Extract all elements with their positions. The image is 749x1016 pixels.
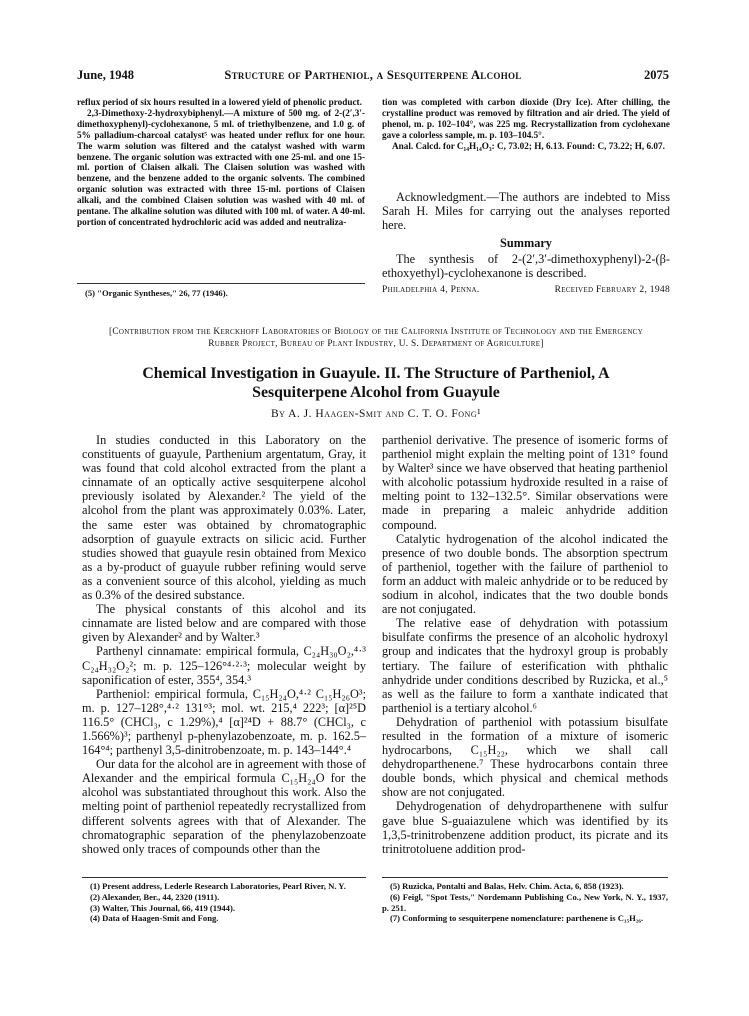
received-date: Received February 2, 1948	[554, 284, 670, 295]
article-title: Chemical Investigation in Guayule. II. The Structure of Partheniol, A Sesquiterpene Alcohol from Guayule	[142, 365, 610, 401]
page-number: 2075	[644, 68, 669, 82]
footnote: (4) Data of Haagen-Smit and Fong.	[90, 913, 219, 924]
paragraph: reflux period of six hours resulted in a lowered yield of phenolic product.	[77, 97, 362, 107]
paragraph: 2,3-Dimethoxy-2-hydroxybiphenyl.—A mixture of 500 mg. of 2-(2′,3′-dimethoxyphenyl)-cyclohexanone, 5 ml. of triethylbenzene, and 1.0 g. of 5% palladium-charcoal catalyst⁵ was heated under reflux for one hour. The warm solution was filtered and the catalyst washed with warm benzene. The organic solution was extracted with one 25-ml. and one 15-ml. portion of Claisen alkali. The Claisen solution was washed with benzene, and the benzene added to the organic solvents. The combined organic solution was extracted with three 15-ml. portions of Claisen alkali, and the combined Claisen solution was washed with 40 ml. of pentane. The alkaline solution was diluted with 100 ml. of water. A 40-ml. portion of concentrated hydrochloric acid was added and neutraliza-	[77, 107, 365, 227]
acknowledgment: Acknowledgment.—The authors are indebted to Miss Sarah H. Miles for carrying out the analyses reported here.	[382, 190, 670, 233]
prev-article-end-matter	[382, 190, 670, 297]
article-left-column	[82, 433, 366, 856]
paragraph: The physical constants of this alcohol and its cinnamate are listed below and are compared with those given by Alexander² and by Walter.³	[82, 602, 366, 645]
article-left-footnotes	[82, 881, 366, 924]
prev-article-right-column	[382, 97, 670, 152]
running-title: Structure of Partheniol, a Sesquiterpene Alcohol	[224, 68, 522, 82]
footnote: (6) Feigl, "Spot Tests," Nordemann Publishing Co., New York, N. Y., 1937, p. 251.	[382, 891, 668, 913]
analysis-line: Anal. Calcd. for C₁₄H₁₄O₃: C, 73.02; H, 6.13. Found: C, 73.22; H, 6.07.	[392, 140, 665, 151]
summary-text: The synthesis of 2-(2′,3′-dimethoxyphenyl)-2-(β-ethoxyethyl)-cyclohexanone is described.	[382, 252, 670, 281]
contribution-note: [Contribution from the Kerckhoff Laboratories of Biology of the California Institute of Technology and the Emergency Rubber Project, Bureau of Plant Industry, U. S. Department of Agriculture]	[108, 327, 644, 349]
place: Philadelphia 4, Penna.	[382, 284, 480, 295]
paragraph: Dehydrogenation of dehydroparthenene with sulfur gave blue S-guaiazulene which was identified by its 1,3,5-trinitrobenzene addition product, its picrate and its trinitrotoluene addition prod-	[382, 799, 668, 856]
article-right-column	[382, 433, 668, 856]
article-right-footnotes	[382, 881, 668, 924]
footnote: (2) Alexander, Ber., 44, 2320 (1911).	[90, 891, 220, 902]
paragraph: partheniol derivative. The presence of isomeric forms of partheniol might explain the melting point of 131° found by Walter³ since we have observed that heating partheniol with alcoholic potassium hydroxide resulted in a raise of melting point to 132–132.5°. Similar observations were made in preparing a maleic anhydride addition compound.	[382, 433, 668, 532]
footnote: (1) Present address, Lederle Research Laboratories, Pearl River, N. Y.	[90, 881, 346, 891]
footnote: (3) Walter, This Journal, 66, 419 (1944).	[90, 902, 235, 913]
footnote: (5) "Organic Syntheses," 26, 77 (1946).	[85, 288, 228, 298]
byline: By A. J. Haagen-Smit and C. T. O. Fong¹	[270, 408, 482, 420]
paragraph: Our data for the alcohol are in agreement with those of Alexander and the empirical formula C₁₅H₂₄O for the alcohol was substantiated throughout this work. Also the melting point of partheniol repeatedly recrystallized from different solvents agrees with that of Alexander. The chromatographic separation of the phenylazobenzoate showed only traces of compounds other than the	[82, 757, 366, 856]
footnote: (5) Ruzicka, Pontalti and Balas, Helv. Chim. Acta, 6, 858 (1923).	[390, 881, 624, 891]
summary-heading: Summary	[500, 236, 552, 251]
footnote-rule	[77, 283, 365, 284]
footnote: (7) Conforming to sesquiterpene nomenclature: parthenene is C₁₅H₂₆.	[390, 913, 644, 924]
paragraph: tion was completed with carbon dioxide (Dry Ice). After chilling, the crystalline product was removed by filtration and air dried. The yield of phenol, m. p. 102–104°, was 225 mg. Recrystallization from cyclohexane gave a colorless sample, m. p. 103–104.5°.	[382, 97, 670, 140]
paragraph: Catalytic hydrogenation of the alcohol indicated the presence of two double bonds. The absorption spectrum of partheniol, together with the failure of partheniol to form an adduct with maleic anhydride or to be reduced by sodium in alcohol, indicates that the two double bonds are not conjugated.	[382, 531, 668, 617]
running-header	[77, 68, 669, 86]
paragraph: Parthenyl cinnamate: empirical formula, C₂₄H₃₀O₂,⁴·³ C₂₄H₃₂O₂²; m. p. 125–126°⁴·²·³; molecular weight by saponification of ester, 355⁴, 354.³	[82, 644, 366, 687]
paragraph: The relative ease of dehydration with potassium bisulfate confirms the presence of an alcoholic hydroxyl group and indicates that the hydroxyl group is probably tertiary. The failure of esterification with phthalic anhydride under conditions described by Ruzicka, et al.,⁵ as well as the failure to form a xanthate indicated that partheniol is a tertiary alcohol.⁶	[382, 616, 668, 715]
prev-article-footnotes	[77, 288, 365, 299]
footnote-rule	[382, 877, 668, 878]
footnote-rule	[82, 877, 366, 878]
dateline	[382, 283, 670, 297]
paragraph: Dehydration of partheniol with potassium bisulfate resulted in the formation of a mixture of isomeric hydrocarbons, C₁₅H₂₂, which we shall call dehydroparthenene.⁷ These hydrocarbons contain three double bonds, which physical and chemical methods show are not conjugated.	[382, 714, 668, 800]
issue-date: June, 1948	[77, 68, 134, 82]
prev-article-left-column	[77, 97, 365, 228]
paragraph: In studies conducted in this Laboratory on the constituents of guayule, Parthenium argentatum, Gray, it was found that cold alcohol extracted from the plant a cinnamate of an optically active sesquiterpene alcohol previously isolated by Alexander.² The yield of the alcohol from the plant was approximately 0.03%. Later, the same ester was obtained by chromatographic adsorption of guayule extracts on silicic acid. Further studies showed that guayule resin obtained from Mexico as a by-product of guayule rubber refining would serve as a convenient source of this alcohol, yielding as much as 0.3% of the desired substance.	[82, 433, 366, 603]
paragraph: Partheniol: empirical formula, C₁₅H₂₄O,⁴·² C₁₅H₂₆O³; m. p. 127–128°,⁴·² 131°³; mol. wt. 215,⁴ 222³; [α]²⁵D 116.5° (CHCl₃, c 1.29%),⁴ [α]²⁴D + 88.7° (CHCl₃, c 1.566%)³; parthenyl p-phenylazobenzoate, m. p. 162.5–164°⁴; parthenyl 3,5-dinitrobenzoate, m. p. 143–144°.⁴	[82, 686, 366, 758]
